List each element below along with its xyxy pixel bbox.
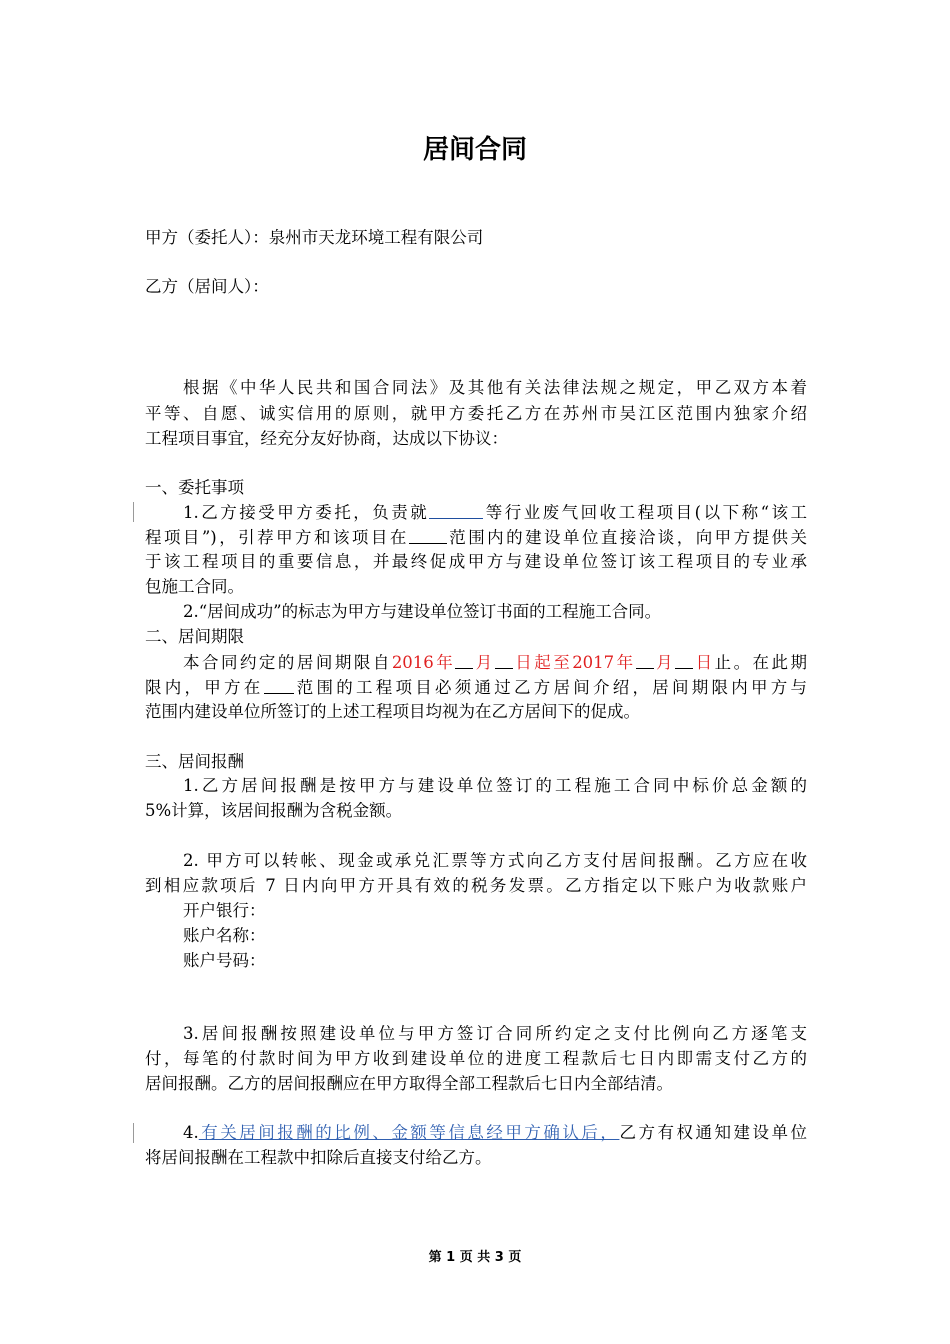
- account-name-label: 账户名称：: [183, 926, 266, 945]
- fill-in-blank[interactable]: [495, 650, 513, 669]
- section-2-line-2: 限内，甲方在 范围的工程项目必须通过乙方居间介绍，居间期限内甲方与: [145, 675, 807, 700]
- section-3-p2-line-1: 2. 甲方可以转帐、现金或承兑汇票等方式向乙方支付居间报酬。乙方应在收: [183, 851, 807, 870]
- fill-in-blank[interactable]: [264, 675, 294, 694]
- fill-in-blank[interactable]: [429, 500, 483, 519]
- section-3-p1-line-1: 1.乙方居间报酬是按甲方与建设单位签订的工程施工合同中标价总金额的: [183, 776, 807, 795]
- section-3-p4-line-1: 4.有关居间报酬的比例、金额等信息经甲方确认后，乙方有权通知建设单位: [183, 1123, 808, 1142]
- fill-in-blank[interactable]: [636, 650, 654, 669]
- fill-in-blank[interactable]: [409, 525, 447, 544]
- preamble-line-1: 根据《中华人民共和国合同法》及其他有关法律法规之规定，甲乙双方本着: [183, 378, 807, 397]
- section-1-p1-line-2: 程项目”)，引荐甲方和该项目在 范围内的建设单位直接洽谈，向甲方提供关: [145, 525, 807, 550]
- section-3-p3-line-2: 付，每笔的付款时间为甲方收到建设单位的进度工程款后七日内即需支付乙方的: [145, 1049, 807, 1068]
- party-a-line: 甲方（委托人）：泉州市天龙环境工程有限公司: [145, 228, 484, 247]
- section-3-p4-line-2: 将居间报酬在工程款中扣除后直接支付给乙方。: [145, 1148, 492, 1167]
- section-3-p3-line-3: 居间报酬。乙方的居间报酬应在甲方取得全部工程款后七日内全部结清。: [145, 1074, 673, 1093]
- section-1-p1-line-3: 于该工程项目的重要信息，并最终促成甲方与建设单位签订该工程项目的专业承: [145, 552, 807, 571]
- section-3-p1-line-2: 5%计算，该居间报酬为含税金额。: [145, 801, 403, 820]
- fill-in-blank[interactable]: [455, 650, 473, 669]
- party-b-line: 乙方（居间人）：: [145, 277, 269, 296]
- section-2-line-1: 本合同约定的居间期限自2016年 月 日起至2017年 月 日止。在此期: [183, 650, 807, 675]
- preamble-line-3: 工程项目事宜，经充分友好协商，达成以下协议：: [145, 429, 508, 448]
- bank-label: 开户银行：: [183, 901, 266, 920]
- section-3-heading: 三、居间报酬: [145, 752, 244, 771]
- section-3-p2-line-2: 到相应款项后 7 日内向甲方开具有效的税务发票。乙方指定以下账户为收款账户: [145, 876, 807, 895]
- section-2-heading: 二、居间期限: [145, 627, 244, 646]
- account-number-label: 账户号码：: [183, 951, 266, 970]
- section-1-p1-line-1: 1.乙方接受甲方委托，负责就 等行业废气回收工程项目(以下称“该工: [183, 500, 807, 525]
- change-bar: [133, 1123, 134, 1143]
- tracked-change-link[interactable]: 有关居间报酬的比例、金额等信息经甲方确认后，: [198, 1123, 620, 1142]
- section-1-p1-line-4: 包施工合同。: [145, 577, 244, 596]
- section-1-p2: 2.“居间成功”的标志为甲方与建设单位签订书面的工程施工合同。: [183, 602, 662, 621]
- section-2-line-3: 范围内建设单位所签订的上述工程项目均视为在乙方居间下的促成。: [145, 702, 640, 721]
- preamble-line-2: 平等、自愿、诚实信用的原则，就甲方委托乙方在苏州市吴江区范围内独家介绍: [145, 404, 807, 423]
- section-3-p3-line-1: 3.居间报酬按照建设单位与甲方签订合同所约定之支付比例向乙方逐笔支: [183, 1024, 807, 1043]
- page-footer: 第 1 页 共 3 页: [428, 1250, 522, 1265]
- document-title: 居间合同: [422, 135, 527, 165]
- section-1-heading: 一、委托事项: [145, 478, 244, 497]
- fill-in-blank[interactable]: [675, 650, 693, 669]
- change-bar: [133, 502, 134, 522]
